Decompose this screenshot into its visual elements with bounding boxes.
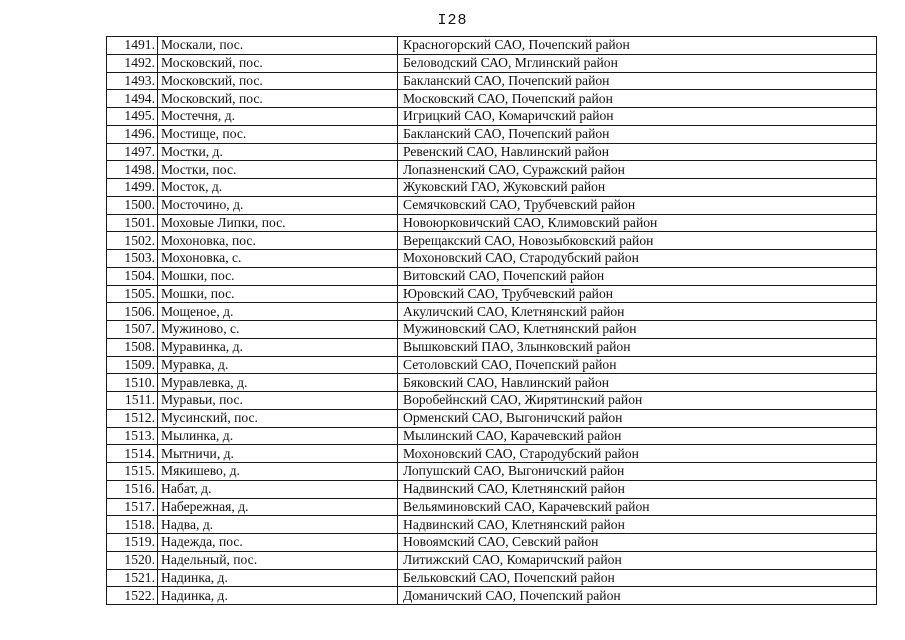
settlement-name-cell: Мостки, д. <box>158 143 398 161</box>
table-row <box>107 321 877 339</box>
settlement-name-cell: Надинка, д. <box>158 569 398 587</box>
table-row <box>107 551 877 569</box>
settlement-name-cell: Мошки, пос. <box>158 285 398 303</box>
table-row <box>107 37 877 55</box>
settlement-name-cell: Мохоновка, с. <box>158 250 398 268</box>
administration-cell: Семячковский САО, Трубчевский район <box>398 196 877 214</box>
administration-cell: Верещакский САО, Новозыбковский район <box>398 232 877 250</box>
administration-cell: Мохоновский САО, Стародубский район <box>398 250 877 268</box>
table-row <box>107 267 877 285</box>
settlement-name-cell: Надинка, д. <box>158 587 398 605</box>
row-number-cell: 1502. <box>107 232 158 250</box>
table-row <box>107 285 877 303</box>
administration-cell: Витовский САО, Почепский район <box>398 267 877 285</box>
settlement-name-cell: Муравлевка, д. <box>158 374 398 392</box>
table-row <box>107 196 877 214</box>
table-row <box>107 392 877 410</box>
table-row <box>107 409 877 427</box>
table-row <box>107 143 877 161</box>
row-number-cell: 1497. <box>107 143 158 161</box>
table-row <box>107 445 877 463</box>
row-number-cell: 1518. <box>107 516 158 534</box>
settlements-table <box>106 36 877 605</box>
row-number-cell: 1507. <box>107 321 158 339</box>
table-row <box>107 463 877 481</box>
settlement-name-cell: Мохоновка, пос. <box>158 232 398 250</box>
table-row <box>107 587 877 605</box>
table-row <box>107 179 877 197</box>
row-number-cell: 1493. <box>107 72 158 90</box>
table-row <box>107 125 877 143</box>
row-number-cell: 1510. <box>107 374 158 392</box>
settlement-name-cell: Надельный, пос. <box>158 551 398 569</box>
row-number-cell: 1495. <box>107 108 158 126</box>
row-number-cell: 1515. <box>107 463 158 481</box>
table-row <box>107 480 877 498</box>
row-number-cell: 1519. <box>107 534 158 552</box>
settlement-name-cell: Муравьи, пос. <box>158 392 398 410</box>
table-row <box>107 90 877 108</box>
row-number-cell: 1512. <box>107 409 158 427</box>
settlement-name-cell: Мякишево, д. <box>158 463 398 481</box>
administration-cell: Юровский САО, Трубчевский район <box>398 285 877 303</box>
administration-cell: Мылинский САО, Карачевский район <box>398 427 877 445</box>
settlement-name-cell: Муравка, д. <box>158 356 398 374</box>
table-row <box>107 534 877 552</box>
table-row <box>107 374 877 392</box>
table-row <box>107 72 877 90</box>
row-number-cell: 1521. <box>107 569 158 587</box>
administration-cell: Бяковский САО, Навлинский район <box>398 374 877 392</box>
row-number-cell: 1491. <box>107 37 158 55</box>
page-number: I28 <box>437 12 468 29</box>
settlement-name-cell: Муравинка, д. <box>158 338 398 356</box>
table-row <box>107 356 877 374</box>
row-number-cell: 1513. <box>107 427 158 445</box>
settlements-table-body <box>107 37 877 605</box>
settlement-name-cell: Мусинский, пос. <box>158 409 398 427</box>
administration-cell: Игрицкий САО, Комаричский район <box>398 108 877 126</box>
settlement-name-cell: Моховые Липки, пос. <box>158 214 398 232</box>
table-row <box>107 303 877 321</box>
administration-cell: Бакланский САО, Почепский район <box>398 125 877 143</box>
table-row <box>107 250 877 268</box>
administration-cell: Орменский САО, Выгоничский район <box>398 409 877 427</box>
administration-cell: Московский САО, Почепский район <box>398 90 877 108</box>
row-number-cell: 1494. <box>107 90 158 108</box>
administration-cell: Беловодский САО, Мглинский район <box>398 54 877 72</box>
administration-cell: Сетоловский САО, Почепский район <box>398 356 877 374</box>
settlement-name-cell: Мостки, пос. <box>158 161 398 179</box>
administration-cell: Лопазненский САО, Суражский район <box>398 161 877 179</box>
settlement-name-cell: Надва, д. <box>158 516 398 534</box>
administration-cell: Жуковский ГАО, Жуковский район <box>398 179 877 197</box>
row-number-cell: 1506. <box>107 303 158 321</box>
settlement-name-cell: Московский, пос. <box>158 72 398 90</box>
table-row <box>107 54 877 72</box>
administration-cell: Вельяминовский САО, Карачевский район <box>398 498 877 516</box>
table-row <box>107 427 877 445</box>
row-number-cell: 1504. <box>107 267 158 285</box>
settlement-name-cell: Мошки, пос. <box>158 267 398 285</box>
administration-cell: Лопушский САО, Выгоничский район <box>398 463 877 481</box>
table-row <box>107 161 877 179</box>
administration-cell: Надвинский САО, Клетнянский район <box>398 516 877 534</box>
administration-cell: Воробейнский САО, Жирятинский район <box>398 392 877 410</box>
table-row <box>107 569 877 587</box>
settlement-name-cell: Набережная, д. <box>158 498 398 516</box>
settlement-name-cell: Мытничи, д. <box>158 445 398 463</box>
administration-cell: Надвинский САО, Клетнянский район <box>398 480 877 498</box>
row-number-cell: 1501. <box>107 214 158 232</box>
administration-cell: Новоямский САО, Севский район <box>398 534 877 552</box>
row-number-cell: 1511. <box>107 392 158 410</box>
settlement-name-cell: Мостечня, д. <box>158 108 398 126</box>
table-row <box>107 232 877 250</box>
table-row <box>107 108 877 126</box>
row-number-cell: 1505. <box>107 285 158 303</box>
row-number-cell: 1508. <box>107 338 158 356</box>
administration-cell: Бакланский САО, Почепский район <box>398 72 877 90</box>
administration-cell: Литижский САО, Комаричский район <box>398 551 877 569</box>
settlement-name-cell: Мосток, д. <box>158 179 398 197</box>
row-number-cell: 1498. <box>107 161 158 179</box>
administration-cell: Мохоновский САО, Стародубский район <box>398 445 877 463</box>
row-number-cell: 1522. <box>107 587 158 605</box>
administration-cell: Новоюрковичский САО, Климовский район <box>398 214 877 232</box>
administration-cell: Мужиновский САО, Клетнянский район <box>398 321 877 339</box>
table-row <box>107 214 877 232</box>
table-row <box>107 516 877 534</box>
administration-cell: Бельковский САО, Почепский район <box>398 569 877 587</box>
row-number-cell: 1516. <box>107 480 158 498</box>
settlement-name-cell: Надежда, пос. <box>158 534 398 552</box>
settlement-name-cell: Мужиново, с. <box>158 321 398 339</box>
settlement-name-cell: Мощеное, д. <box>158 303 398 321</box>
row-number-cell: 1496. <box>107 125 158 143</box>
administration-cell: Красногорский САО, Почепский район <box>398 37 877 55</box>
row-number-cell: 1503. <box>107 250 158 268</box>
administration-cell: Вышковский ПАО, Злынковский район <box>398 338 877 356</box>
row-number-cell: 1517. <box>107 498 158 516</box>
administration-cell: Акуличский САО, Клетнянский район <box>398 303 877 321</box>
row-number-cell: 1500. <box>107 196 158 214</box>
table-row <box>107 338 877 356</box>
settlement-name-cell: Московский, пос. <box>158 90 398 108</box>
settlement-name-cell: Московский, пос. <box>158 54 398 72</box>
row-number-cell: 1520. <box>107 551 158 569</box>
row-number-cell: 1492. <box>107 54 158 72</box>
table-row <box>107 498 877 516</box>
administration-cell: Доманичский САО, Почепский район <box>398 587 877 605</box>
settlement-name-cell: Мылинка, д. <box>158 427 398 445</box>
settlement-name-cell: Мостище, пос. <box>158 125 398 143</box>
administration-cell: Ревенский САО, Навлинский район <box>398 143 877 161</box>
settlement-name-cell: Москали, пос. <box>158 37 398 55</box>
settlement-name-cell: Мосточино, д. <box>158 196 398 214</box>
row-number-cell: 1509. <box>107 356 158 374</box>
row-number-cell: 1499. <box>107 179 158 197</box>
settlement-name-cell: Набат, д. <box>158 480 398 498</box>
row-number-cell: 1514. <box>107 445 158 463</box>
